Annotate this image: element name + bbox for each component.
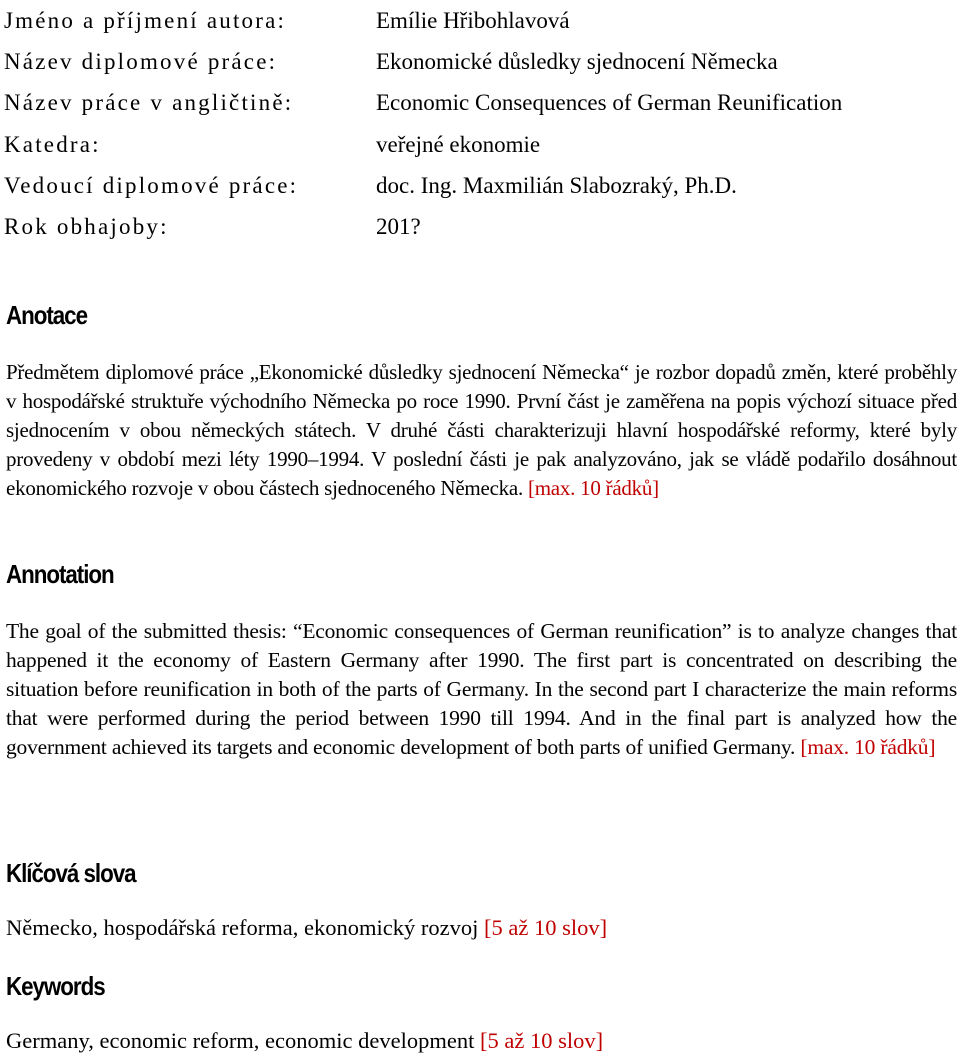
keywords-text: [6, 1028, 603, 1054]
klicova-slova-body: Německo, hospodářská reforma, ekonomický rozvoj: [6, 915, 479, 940]
author-label: Jméno a příjmení autora:: [4, 7, 287, 33]
department-row: [4, 124, 954, 165]
department-label: Katedra:: [4, 131, 101, 157]
author-row: [4, 0, 954, 41]
defense-year-value: 201?: [376, 214, 421, 240]
keywords-body: Germany, economic reform, economic development: [6, 1028, 475, 1053]
keywords-length-note: [5 až 10 slov]: [479, 1028, 604, 1053]
klicova-slova-length-note: [5 až 10 slov]: [483, 915, 608, 940]
annotation-text: [6, 617, 957, 762]
defense-year-label: Rok obhajoby:: [4, 214, 169, 240]
thesis-metadata: [4, 0, 954, 248]
anotace-heading: Anotace: [6, 300, 88, 330]
thesis-title-row: [4, 41, 954, 82]
klicova-slova-text: [6, 915, 607, 941]
annotation-body: The goal of the submitted thesis: “Economic consequences of German reunification” is to analyze changes that happened it the economy of Eastern Germany after 1990. The first part is concentrated on describing the situation before reunification in both of the parts of Germany. In the second part I characterize the main reforms that were performed during the period between 1990 till 1994. And in the final part is analyzed how the government achieved its targets and economic development of both parts of unified Germany.: [6, 619, 957, 759]
supervisor-value: doc. Ing. Maxmilián Slabozraký, Ph.D.: [376, 172, 737, 198]
thesis-title-value: Ekonomické důsledky sjednocení Německa: [376, 48, 778, 74]
defense-year-row: [4, 206, 954, 247]
supervisor-label: Vedoucí diplomové práce:: [4, 172, 299, 198]
department-value: veřejné ekonomie: [376, 131, 541, 157]
keywords-heading: Keywords: [6, 971, 105, 1001]
english-title-label: Název práce v angličtině:: [4, 90, 294, 116]
anotace-length-note: [max. 10 řádků]: [527, 476, 659, 500]
english-title-row: [4, 83, 954, 124]
supervisor-row: [4, 165, 954, 206]
anotace-text: [6, 358, 957, 503]
klicova-slova-heading: Klíčová slova: [6, 858, 136, 888]
anotace-body: Předmětem diplomové práce „Ekonomické důsledky sjednocení Německa“ je rozbor dopadů změn, které proběhly v hospodářské struktuře východního Německa po roce 1990. První část je zaměřena na popis výchozí situace před sjednocením v obou německých státech. V druhé části charakterizuji hlavní hospodářské reformy, které byly provedeny v období mezi léty 1990–1994. V poslední části je pak analyzováno, jak se vládě podařilo dosáhnout ekonomického rozvoje v obou částech sjednoceného Německa.: [6, 360, 957, 500]
annotation-length-note: [max. 10 řádků]: [800, 735, 936, 759]
author-value: Emílie Hřibohlavová: [376, 7, 570, 33]
annotation-heading: Annotation: [6, 559, 114, 589]
english-title-value: Economic Consequences of German Reunification: [376, 90, 843, 116]
thesis-title-label: Název diplomové práce:: [4, 48, 278, 74]
